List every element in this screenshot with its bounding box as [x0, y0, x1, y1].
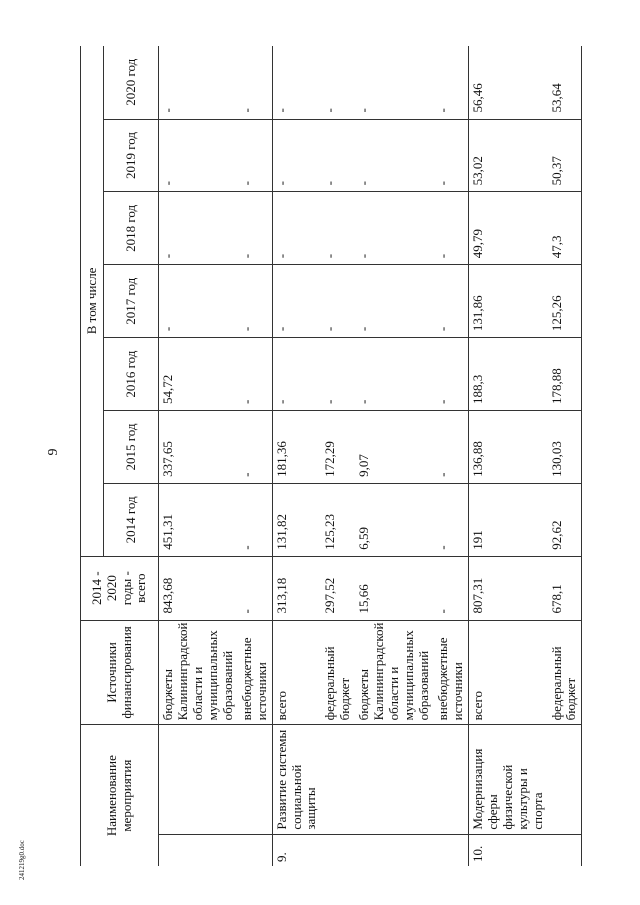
row-year-value: -: [238, 338, 272, 411]
row-funding-source: внебюджетные источники: [434, 620, 468, 725]
header-year: 2016 год: [104, 338, 159, 411]
row-year-value: 337,65: [159, 411, 238, 484]
row-year-value: -: [238, 411, 272, 484]
row-year-value: 9,07: [355, 411, 434, 484]
row-year-value: -: [272, 119, 321, 192]
row-funding-source: внебюджетные источники: [238, 620, 272, 725]
row-year-value: 92,62: [548, 483, 582, 556]
row-year-value: -: [238, 483, 272, 556]
row-year-value: 54,72: [159, 338, 238, 411]
row-year-value: -: [238, 265, 272, 338]
row-year-value: -: [272, 265, 321, 338]
header-year: 2014 год: [104, 483, 159, 556]
header-year: 2015 год: [104, 411, 159, 484]
row-number: [355, 834, 434, 866]
row-total: 15,66: [355, 556, 434, 620]
financing-table: [80, 46, 582, 866]
header-source: Источники финансирования: [81, 620, 159, 725]
table-row: [468, 46, 547, 866]
row-year-value: -: [321, 265, 355, 338]
row-funding-source: федеральный бюджет: [548, 620, 582, 725]
row-year-value: -: [321, 192, 355, 265]
header-year: 2019 год: [104, 119, 159, 192]
row-year-value: -: [355, 338, 434, 411]
row-number: [159, 834, 238, 866]
row-total: -: [434, 556, 468, 620]
row-year-value: -: [160, 108, 175, 113]
row-year-value: 53,02: [468, 119, 547, 192]
row-year-value: -: [355, 192, 434, 265]
row-number: 10.: [468, 834, 547, 866]
header-including: В том числе: [81, 46, 104, 556]
row-measure-name: [159, 725, 238, 834]
row-year-value: 181,36: [272, 411, 321, 484]
row-year-value: 191: [468, 483, 547, 556]
row-year-value: -: [355, 265, 434, 338]
row-year-value: -: [434, 338, 468, 411]
row-year-value: -: [434, 192, 468, 265]
page-number: 9: [46, 448, 61, 456]
table-row: [321, 46, 355, 866]
row-number: 9.: [272, 834, 321, 866]
header-year: 2017 год: [104, 265, 159, 338]
row-total: 678,1: [548, 556, 582, 620]
row-year-value: -: [159, 192, 238, 265]
row-year-value: -: [434, 119, 468, 192]
row-year-value: -: [355, 119, 434, 192]
row-total: 807,31: [468, 556, 547, 620]
row-measure-name: [355, 725, 434, 834]
row-year-value: 451,31: [159, 483, 238, 556]
document-code: 241219g0.doc: [18, 840, 26, 880]
row-year-value: -: [434, 483, 468, 556]
row-year-value: -: [238, 119, 272, 192]
row-number: [238, 834, 272, 866]
header-year: 2018 год: [104, 192, 159, 265]
row-year-value: -: [322, 108, 338, 113]
row-year-value: 56,46: [468, 46, 547, 119]
row-year-value: -: [238, 192, 272, 265]
row-funding-source: бюджеты Калининградской области и муниципальных образований: [159, 620, 238, 725]
row-measure-name: [321, 725, 355, 834]
row-year-value: 131,82: [272, 483, 321, 556]
table-row: [238, 46, 272, 866]
row-year-value: -: [272, 46, 321, 119]
row-number: [321, 834, 355, 866]
row-year-value: 125,26: [548, 265, 582, 338]
row-total: -: [238, 556, 272, 620]
row-funding-source: бюджеты Калининградской области и муниципальных образований: [355, 620, 434, 725]
row-year-value: 53,64: [548, 83, 564, 113]
row-year-value: -: [272, 338, 321, 411]
table-row: [355, 46, 434, 866]
row-year-value: -: [159, 265, 238, 338]
header-name: Наименование мероприятия: [81, 725, 159, 866]
row-measure-name: Развитие системы социальной защиты: [272, 725, 321, 834]
table-row: [272, 46, 321, 866]
row-year-value: -: [434, 411, 468, 484]
row-year-value: 6,59: [355, 483, 434, 556]
row-funding-source: всего: [468, 620, 547, 725]
row-year-value: -: [159, 119, 238, 192]
row-year-value: -: [356, 108, 372, 113]
row-year-value: 130,03: [548, 411, 582, 484]
row-total: 313,18: [272, 556, 321, 620]
row-year-value: 188,3: [468, 338, 547, 411]
row-year-value: -: [434, 108, 450, 113]
table-row: [159, 46, 238, 866]
row-funding-source: всего: [272, 620, 321, 725]
row-year-value: 125,23: [321, 483, 355, 556]
row-number: [434, 834, 468, 866]
row-number: [548, 834, 582, 866]
row-year-value: -: [321, 119, 355, 192]
row-year-value: 178,88: [548, 338, 582, 411]
row-year-value: 131,86: [468, 265, 547, 338]
row-year-value: 136,88: [468, 411, 547, 484]
row-measure-name: Модернизация сферы физической культуры и спорта: [468, 725, 547, 834]
row-year-value: -: [434, 265, 468, 338]
row-measure-name: [548, 725, 582, 834]
row-year-value: 49,79: [468, 192, 547, 265]
row-year-value: -: [272, 192, 321, 265]
row-year-value: 47,3: [548, 192, 582, 265]
row-total: 843,68: [159, 556, 238, 620]
row-measure-name: [238, 725, 272, 834]
row-year-value: -: [238, 108, 254, 113]
header-year: 2020 год: [104, 46, 159, 119]
row-year-value: 172,29: [321, 411, 355, 484]
row-total: 297,52: [321, 556, 355, 620]
row-year-value: -: [321, 338, 355, 411]
row-measure-name: [434, 725, 468, 834]
rotated-table-wrapper: [80, 46, 577, 866]
header-total: 2014 - 2020 годы - всего: [81, 556, 159, 620]
row-year-value: 50,37: [548, 119, 582, 192]
table-row: [548, 46, 582, 866]
row-funding-source: федеральный бюджет: [321, 620, 355, 725]
table-row: [434, 46, 468, 866]
